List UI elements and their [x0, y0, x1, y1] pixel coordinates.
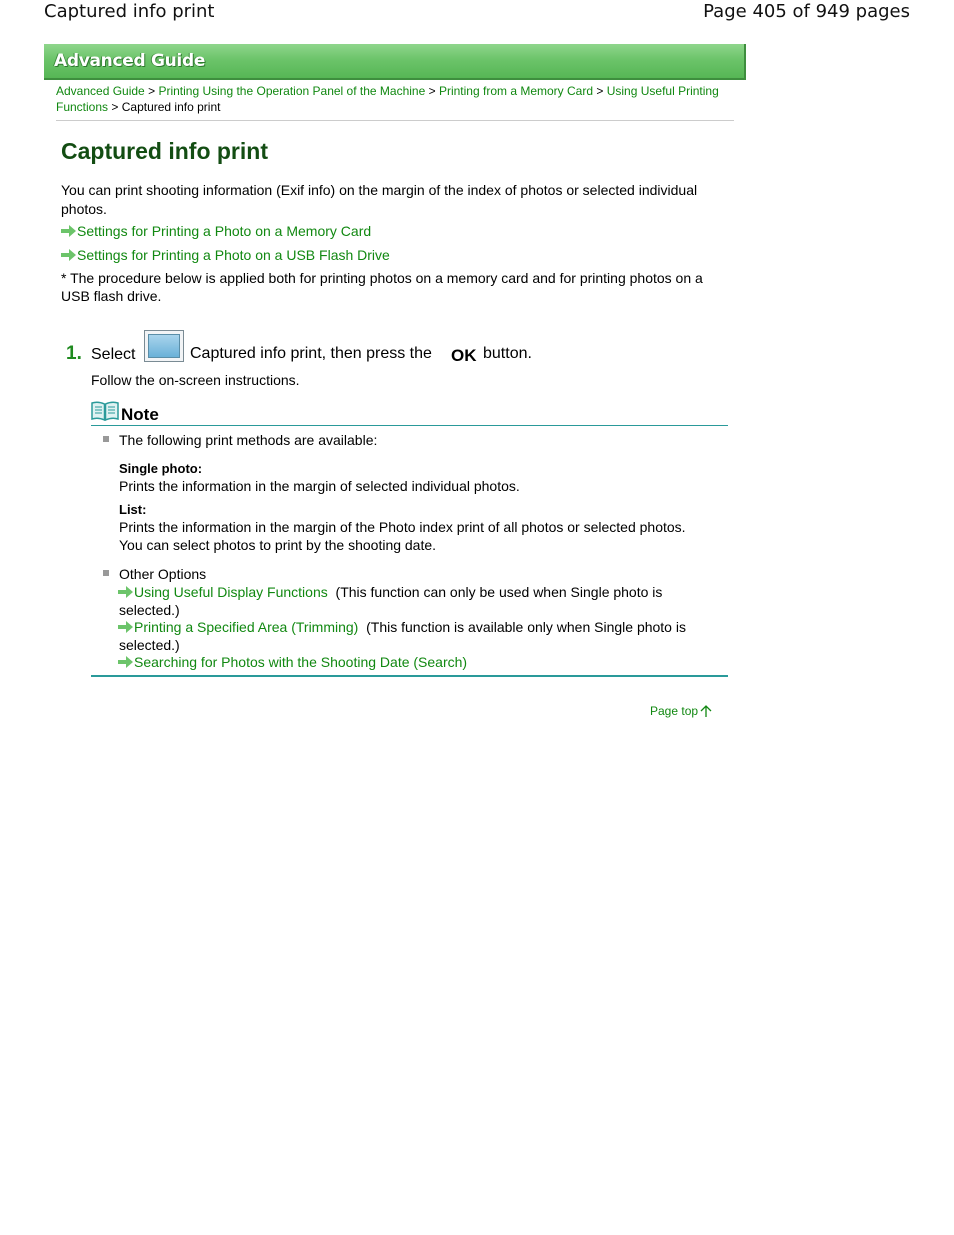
- step-text-end: button.: [483, 345, 532, 362]
- breadcrumb-link-operation-panel[interactable]: Printing Using the Operation Panel of the Machine: [158, 84, 426, 98]
- banner-label: Advanced Guide: [54, 51, 206, 71]
- step-number: 1.: [66, 343, 82, 364]
- breadcrumb-link-useful-functions[interactable]: Using Useful Printing Functions: [56, 84, 719, 114]
- step-text-main: Captured info print, then press the: [190, 345, 432, 362]
- option-note: (This function is available only when Single photo is: [366, 619, 686, 635]
- option-row: [118, 653, 467, 671]
- note-bullet-methods: The following print methods are available:: [119, 432, 378, 448]
- link-settings-memory-card[interactable]: Settings for Printing a Photo on a Memory Card: [77, 223, 372, 239]
- arrow-up-icon: [700, 704, 712, 718]
- option-row: [118, 618, 686, 636]
- bullet-icon: [103, 436, 109, 442]
- arrow-right-icon: [118, 656, 133, 668]
- desc-list-2: You can select photos to print by the shooting date.: [119, 537, 437, 553]
- breadcrumb-current: Captured info print: [121, 100, 221, 114]
- page-title: Captured info print: [61, 138, 268, 164]
- breadcrumb-separator: >: [428, 84, 436, 98]
- pdf-page-count: Page 405 of 949 pages: [703, 1, 910, 22]
- breadcrumb-separator: >: [596, 84, 604, 98]
- breadcrumb-separator: >: [148, 84, 156, 98]
- link-item: [61, 222, 371, 240]
- step-1: [66, 330, 726, 366]
- breadcrumb-link-memory-card[interactable]: Printing from a Memory Card: [438, 84, 594, 98]
- desc-single-photo: Prints the information in the margin of selected individual photos.: [119, 478, 520, 494]
- option-note: (This function can only be used when Single photo is: [335, 584, 663, 600]
- link-settings-usb-flash[interactable]: Settings for Printing a Photo on a USB Flash Drive: [77, 247, 390, 263]
- pdf-page-title: Captured info print: [44, 1, 215, 22]
- divider: [56, 120, 734, 121]
- advanced-guide-banner: [44, 44, 746, 80]
- arrow-right-icon: [61, 225, 76, 237]
- note-label: Note: [121, 405, 159, 424]
- ok-button-label: OK: [451, 346, 477, 365]
- note-bottom-divider: [91, 675, 728, 677]
- link-search-shooting-date[interactable]: Searching for Photos with the Shooting Date (Search): [134, 654, 468, 670]
- option-note-cont: selected.): [119, 602, 180, 618]
- breadcrumb-link-advanced-guide[interactable]: Advanced Guide: [56, 84, 145, 98]
- arrow-right-icon: [118, 586, 133, 598]
- page-top-label: Page top: [650, 704, 699, 718]
- pdf-header: [0, 0, 954, 30]
- breadcrumb: [56, 83, 736, 115]
- link-trimming[interactable]: Printing a Specified Area (Trimming): [134, 619, 359, 635]
- step-text-select: Select: [91, 346, 136, 363]
- page-top-link[interactable]: [650, 704, 712, 718]
- option-row: [118, 583, 662, 601]
- desc-list-1: Prints the information in the margin of the Photo index print of all photos or selected photos.: [119, 519, 686, 535]
- arrow-right-icon: [118, 621, 133, 633]
- option-note-cont: selected.): [119, 637, 180, 653]
- arrow-right-icon: [61, 249, 76, 261]
- bullet-icon: [103, 570, 109, 576]
- term-list: List:: [119, 502, 147, 517]
- link-useful-display-functions[interactable]: Using Useful Display Functions: [134, 584, 328, 600]
- procedure-note: * The procedure below is applied both for printing photos on a memory card and for printing photos on a USB flash drive.: [61, 270, 703, 304]
- step-follow-text: Follow the on-screen instructions.: [91, 372, 300, 388]
- intro-text: You can print shooting information (Exif info) on the margin of the index of photos or selected individual photos.: [61, 182, 698, 217]
- breadcrumb-separator: >: [111, 100, 119, 114]
- captured-info-print-icon: [144, 330, 184, 362]
- link-item: [61, 246, 390, 264]
- note-heading: [91, 401, 728, 426]
- note-bullet-other-options: Other Options: [119, 566, 207, 582]
- term-single-photo: Single photo:: [119, 461, 203, 476]
- book-icon: [91, 401, 119, 421]
